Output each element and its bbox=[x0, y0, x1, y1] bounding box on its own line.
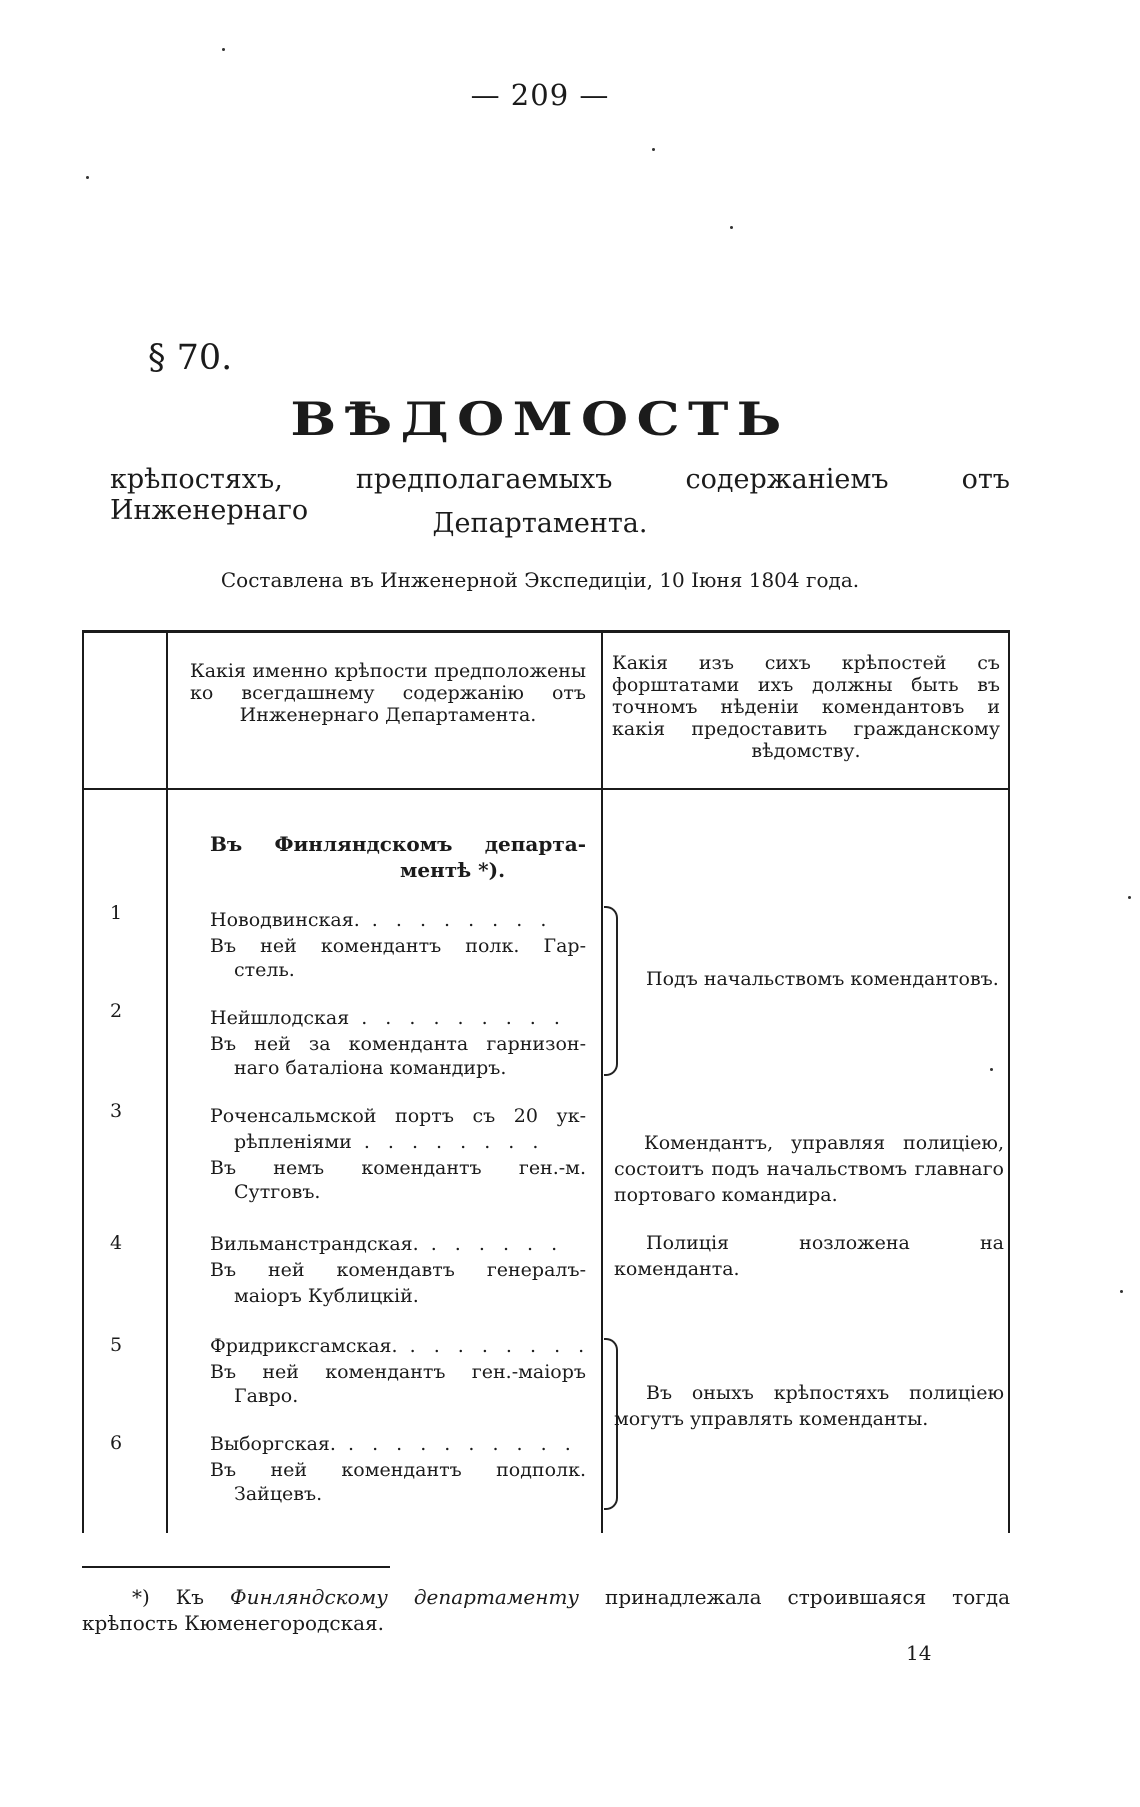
leader-dots: . . . . . . . . . bbox=[349, 1007, 566, 1029]
leader-dots: . . . . . . . . bbox=[351, 1131, 545, 1153]
fortress-detail: Въ ней комендантъ подполк. bbox=[210, 1459, 586, 1481]
fortress-name bbox=[210, 1334, 590, 1358]
scan-speck bbox=[86, 176, 89, 179]
fortress-detail: Сутговъ. bbox=[234, 1181, 321, 1203]
scan-speck bbox=[990, 1068, 993, 1071]
fortress-name: Роченсальмской портъ съ 20 ук- bbox=[210, 1105, 586, 1127]
fortress-detail: маіоръ Кублицкій. bbox=[234, 1285, 419, 1307]
fortress-detail: Въ ней комендантъ полк. Гар- bbox=[210, 935, 586, 957]
scan-speck bbox=[1128, 896, 1131, 899]
table-col2-rule bbox=[166, 633, 168, 1533]
fortress-name-text: Новодвинская. bbox=[210, 909, 360, 931]
fortress-name-text: Вильманстрандская. bbox=[210, 1233, 419, 1255]
group-heading-line-2: ментѣ *). bbox=[400, 858, 506, 882]
fortress-detail: Гавро. bbox=[234, 1385, 299, 1407]
remark-rows-1-2: Подъ начальствомъ комендантовъ. bbox=[646, 968, 999, 990]
remark-rows-5-6: Въ оныхъ крѣпостяхъ полиціею могутъ управлять коменданты. bbox=[614, 1382, 1004, 1430]
scan-speck bbox=[1120, 1290, 1123, 1293]
row-number: 5 bbox=[110, 1334, 123, 1356]
fortress-name bbox=[210, 908, 590, 932]
leader-dots: . . . . . . . . bbox=[397, 1335, 591, 1357]
fortress-detail: Въ ней за коменданта гарнизон- bbox=[210, 1033, 586, 1055]
footnote-line-2: крѣпость Кюменегородская. bbox=[82, 1611, 384, 1635]
scan-speck bbox=[730, 226, 733, 229]
fortress-detail: Зайцевъ. bbox=[234, 1483, 323, 1505]
scan-speck bbox=[222, 48, 225, 51]
leader-dots: . . . . . . . . . . bbox=[335, 1433, 577, 1455]
fortress-name bbox=[210, 1006, 590, 1030]
table-header-rule bbox=[82, 788, 1010, 790]
printer-signature: 14 bbox=[906, 1641, 932, 1665]
footnote-rest: принадлежала строившаяся тогда bbox=[605, 1585, 1010, 1609]
subtitle-line-2: Департамента. bbox=[432, 508, 648, 539]
footnote-mark: *) Къ bbox=[132, 1585, 204, 1609]
leader-dots: . . . . . . bbox=[418, 1233, 564, 1255]
footnote bbox=[82, 1584, 1010, 1610]
fortress-name bbox=[210, 1432, 590, 1456]
fortress-detail: наго баталіона командиръ. bbox=[234, 1057, 507, 1079]
table-col3-rule bbox=[601, 633, 603, 1533]
fortress-name-cont bbox=[234, 1130, 590, 1154]
fortress-detail: Въ ней комендантъ ген.-маіоръ bbox=[210, 1361, 586, 1383]
page-number: — 209 — bbox=[470, 78, 610, 112]
compiled-note: Составлена въ Инженерной Экспедиціи, 10 Іюня 1804 года. bbox=[220, 568, 860, 592]
fortress-name bbox=[210, 1232, 590, 1256]
document-title: ВѢДОМОСТЬ bbox=[290, 392, 790, 446]
fortress-name-text: рѣпленіями bbox=[234, 1131, 352, 1153]
row-number: 2 bbox=[110, 1000, 123, 1022]
subtitle-line-1: крѣпостяхъ, предполагаемыхъ содержаніемъ отъ Инженернаго bbox=[110, 464, 1010, 526]
table-left-rule bbox=[82, 633, 84, 1533]
remark-row-4: Полиція нозложена на коменданта. bbox=[614, 1232, 1004, 1280]
row-number: 1 bbox=[110, 902, 123, 924]
leader-dots: . . . . . . . . bbox=[359, 909, 553, 931]
section-number: § 70. bbox=[148, 338, 233, 378]
table-right-rule bbox=[1008, 633, 1010, 1533]
fortress-name-text: Нейшлодская bbox=[210, 1007, 350, 1029]
header-fortresses: Какія именно крѣпости предположены ко всегдашнему содержанію отъ Инженернаго Департамента. bbox=[190, 660, 586, 726]
remark-row-3: Комендантъ, управляя полиціею, состоитъ подъ начальствомъ главнаго портоваго командира. bbox=[614, 1132, 1004, 1206]
header-administration: Какія изъ сихъ крѣпостей съ форштатами ихъ должны быть въ точномъ нѣденіи комендантовъ и какія предоставить гражданскому вѣдомству. bbox=[612, 652, 1000, 762]
fortress-detail: Въ ней комендавтъ генералъ- bbox=[210, 1259, 586, 1281]
group-heading-line-1: Въ Финляндскомъ департа- bbox=[210, 832, 586, 856]
fortress-detail: Въ немъ комендантъ ген.-м. bbox=[210, 1157, 586, 1179]
fortress-name-text: Выборгская. bbox=[210, 1433, 336, 1455]
fortress-detail: стель. bbox=[234, 959, 295, 981]
scan-speck bbox=[652, 148, 655, 151]
row-number: 6 bbox=[110, 1432, 123, 1454]
footnote-rule bbox=[82, 1566, 390, 1568]
row-number: 3 bbox=[110, 1100, 123, 1122]
row-number: 4 bbox=[110, 1232, 123, 1254]
footnote-italic: Финляндскому департаменту bbox=[230, 1585, 580, 1609]
fortress-name-text: Фридриксгамская. bbox=[210, 1335, 398, 1357]
table-top-rule bbox=[82, 630, 1010, 633]
